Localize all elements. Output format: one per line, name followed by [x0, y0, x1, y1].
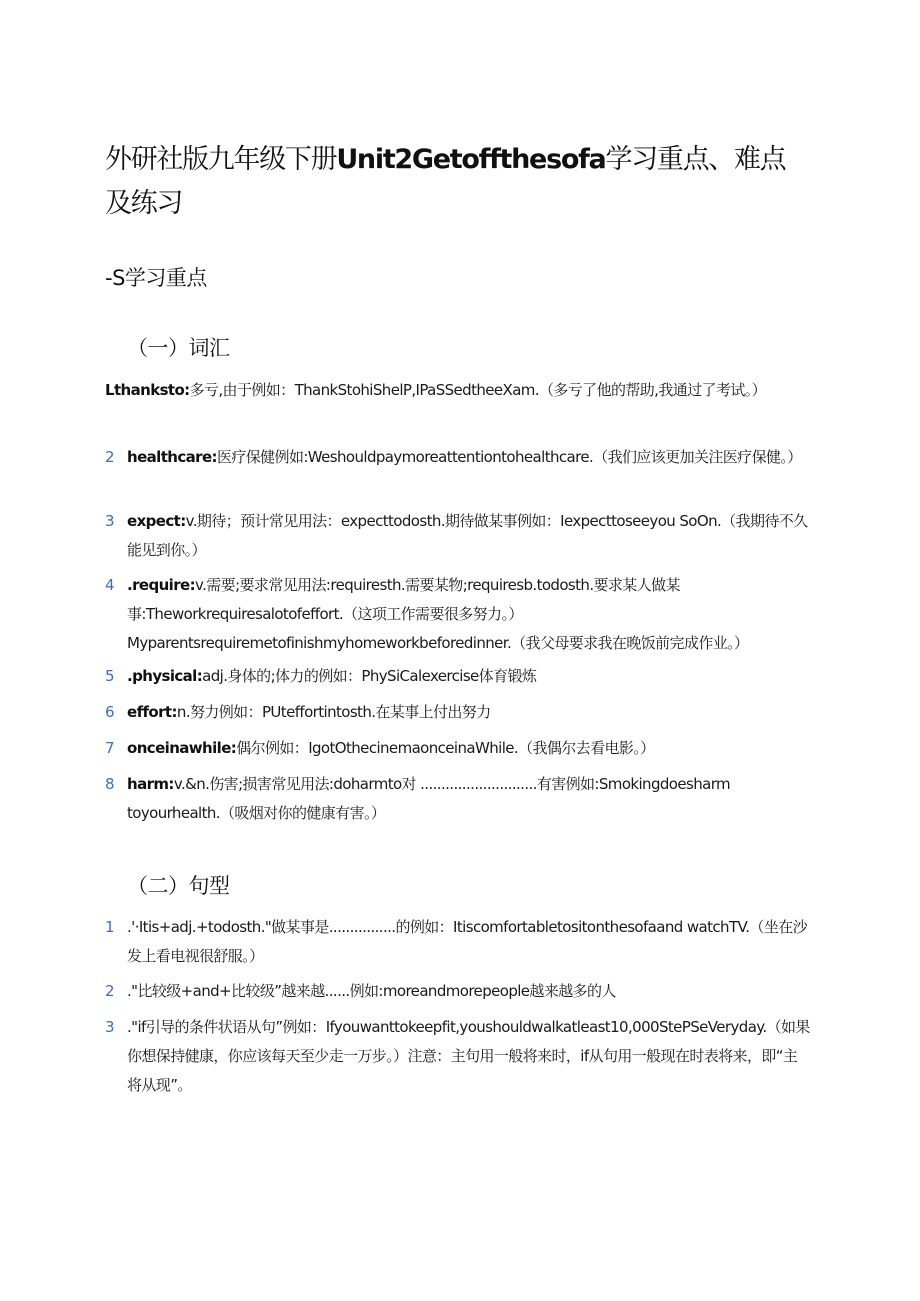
list-number: 7 [105, 739, 115, 757]
list-number: 4 [105, 576, 115, 594]
vocab-term: Lthanksto: [105, 381, 190, 399]
title-prefix: 外研社版九年级下册 [105, 144, 337, 175]
vocab-text: 偶尔例如：IgotOthecinemaonceinaWhile.（我偶尔去看电影。） [236, 739, 655, 757]
vocab-term: onceinawhile: [127, 739, 237, 757]
vocab-item-6 [105, 698, 810, 727]
sentence-item-3 [105, 1013, 810, 1100]
vocab-term: effort: [127, 703, 177, 721]
sentence-item-1 [105, 913, 810, 971]
list-number: 1 [105, 918, 115, 936]
vocab-text: v.期待；预计常见用法：expecttodosth.期待做某事例如：Iexpecttoseeyou SoOn.（我期待不久能见到你。） [127, 512, 808, 559]
vocab-term: healthcare: [127, 448, 217, 466]
sentence-text: .'·Itis+adj.+todosth."做某事是................的例如：Itiscomfortabletositonthesofaand watchTV.（坐在沙发上看电视很舒服。） [127, 918, 808, 965]
sentence-text: ."比较级+and+比较级”越来越......例如:moreandmorepeople越来越多的人 [127, 982, 616, 1000]
vocab-term: .require: [127, 576, 195, 594]
vocab-term: harm: [127, 775, 174, 793]
vocab-text: adj.身体的;体力的例如：PhySiCalexercise体育锻炼 [202, 667, 537, 685]
list-number: 6 [105, 703, 115, 721]
list-number: 3 [105, 512, 115, 530]
title-bold: Unit2Getoffthesofa [336, 144, 606, 175]
vocab-item-8 [105, 770, 810, 828]
vocab-item-5 [105, 662, 810, 691]
list-number: 2 [105, 448, 115, 466]
vocab-item-2 [105, 443, 810, 472]
vocab-text: n.努力例如：PUteffortintosth.在某事上付出努力 [176, 703, 491, 721]
list-number: 2 [105, 982, 115, 1000]
list-number: 3 [105, 1018, 115, 1036]
sentence-heading: （二）句型 [127, 874, 230, 898]
list-number: 8 [105, 775, 115, 793]
vocab-text: v.&n.伤害;损害常见用法:doharmto对 ............................有害例如:Smokingdoesharm toyourhealth.（吸烟对你的健康有害。） [127, 775, 731, 822]
vocab-text: v.需要;要求常见用法:requiresth.需要某物;requiresb.todosth.要求某人做某事:Theworkrequiresalotofeffort.（这项工作需要很多努力。）Myparentsrequiremetofinishmyhomeworkbeforedinner.（我父母要求我在晚饭前完成作业。） [127, 576, 749, 652]
vocab-item-3 [105, 507, 810, 565]
vocab-item-7 [105, 734, 810, 763]
title-suffix: 学习重点、难点及练习 [105, 144, 786, 219]
vocab-text: 多亏,由于例如：ThankStohiShelP,IPaSSedtheeXam.（多亏了他的帮助,我通过了考试。） [189, 381, 767, 399]
vocab-text: 医疗保健例如:Weshouldpaymoreattentiontohealthcare.（我们应该更加关注医疗保健。） [216, 448, 802, 466]
document-title [105, 138, 805, 226]
vocab-heading: （一）词汇 [127, 336, 230, 360]
vocab-item-1 [105, 376, 810, 405]
vocab-item-4 [105, 571, 810, 658]
vocab-term: .physical: [127, 667, 203, 685]
vocab-term: expect: [127, 512, 186, 530]
sentence-text: ."if引导的条件状语从句”例如：Ifyouwanttokeepfit,youshouldwalkatleast10,000StePSeVeryday.（如果你想保持健康，你应该每天至少走一万步。）注意：主句用一般将来时，if从句用一般现在时表将来，即“主将从现”。 [127, 1018, 810, 1094]
list-number: 5 [105, 667, 115, 685]
section-heading: -S学习重点 [105, 266, 207, 290]
sentence-item-2 [105, 977, 810, 1006]
